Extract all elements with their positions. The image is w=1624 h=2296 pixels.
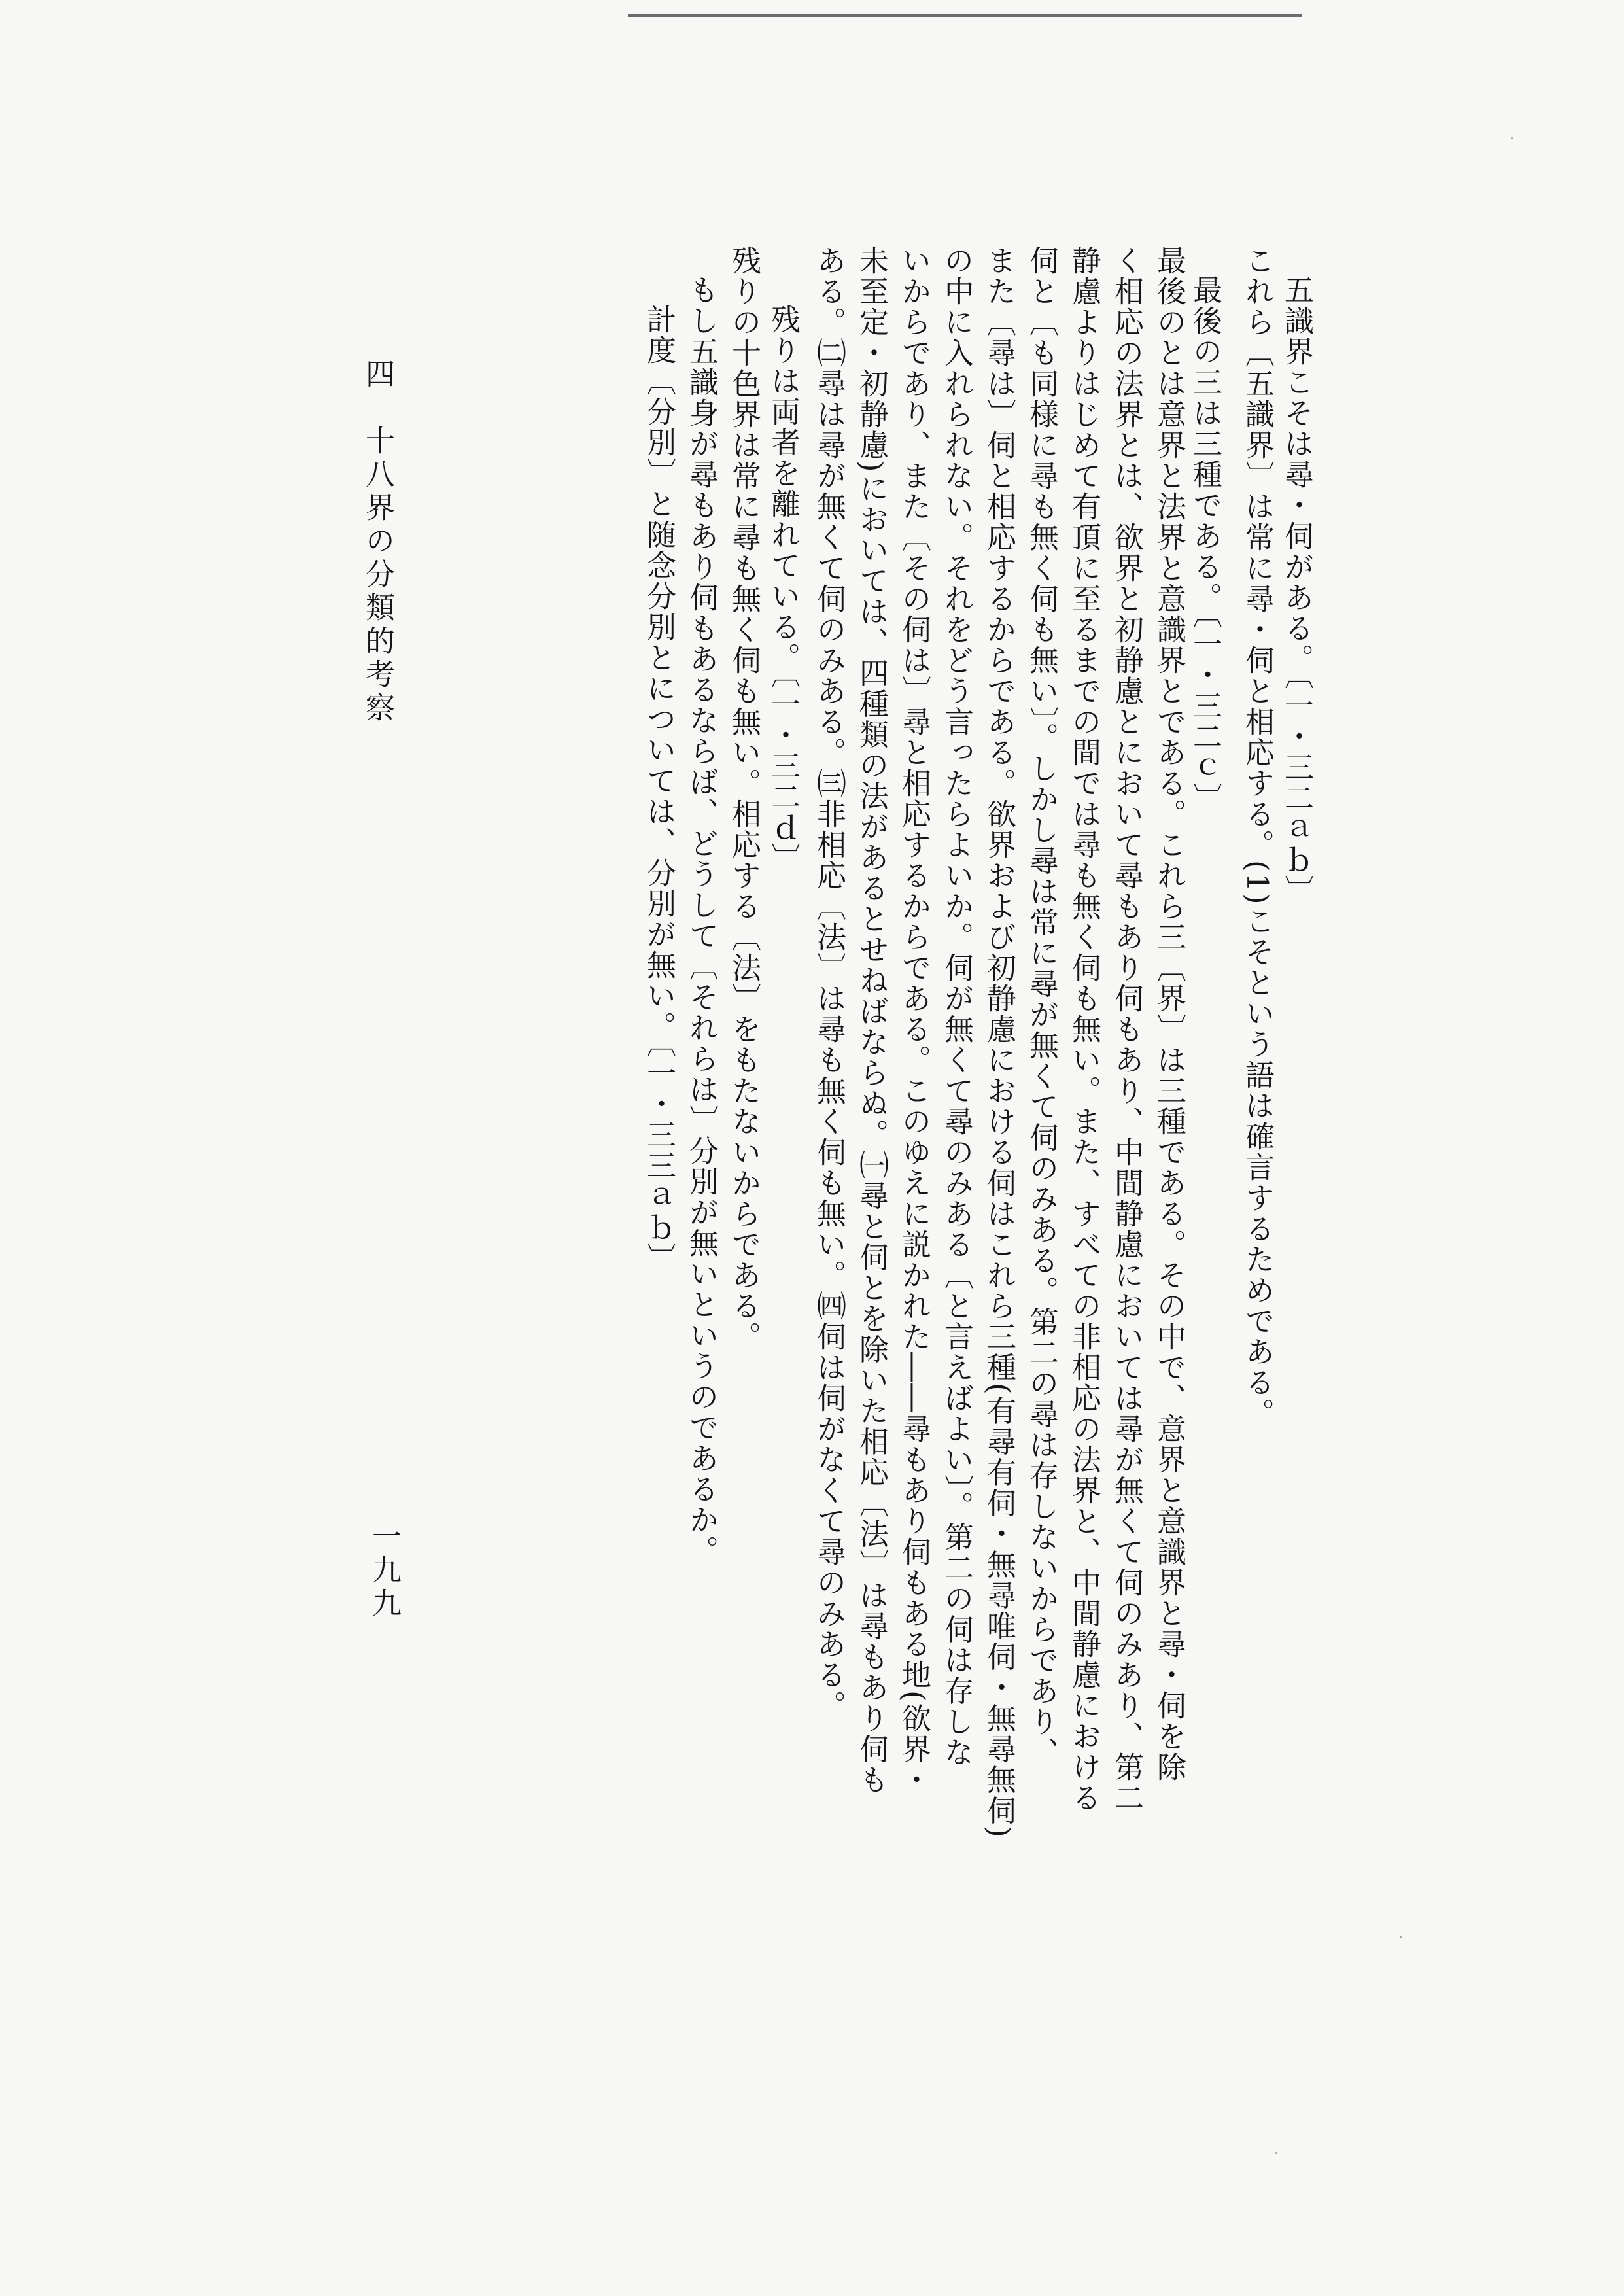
text-line: 五識界こそは尋・伺がある。〔一・三二ａｂ〕 bbox=[1279, 275, 1314, 906]
paper-speck bbox=[1275, 2152, 1277, 2154]
paper-speck bbox=[1400, 1936, 1402, 1938]
text-line: いからであり、また〔その伺は〕尋と相応するからである。このゆえに説かれた――尋もあり伺もある地(欲界・ bbox=[897, 245, 931, 1796]
text-line: 残りの十色界は常に尋も無く伺も無い。相応する〔法〕をもたないからである。 bbox=[727, 245, 761, 1352]
top-rule bbox=[628, 14, 1302, 17]
text-line: また〔尋は〕伺と相応するからである。欲界および初静慮における伺はこれら三種(有尋有伺・無尋唯伺・無尋無伺) bbox=[982, 245, 1016, 1839]
text-line: 計度〔分別〕と随念分別とについては、分別が無い。〔一・三三ａｂ〕 bbox=[642, 304, 676, 1274]
paper-speck bbox=[1511, 137, 1513, 139]
running-head: 四 十八界の分類的考察 bbox=[360, 358, 395, 725]
text-line: 残りは両者を離れている。〔一・三二ｄ〕 bbox=[766, 304, 801, 874]
page-number: 一九九 bbox=[367, 1521, 402, 1621]
text-line: もし五識身が尋もあり伺もあるならば、どうして〔それらは〕分別が無いというのであるか。 bbox=[684, 275, 719, 1566]
text-line: ある。㈡尋は尋が無くて伺のみある。㈢非相応〔法〕は尋も無く伺も無い。㈣伺は伺がなくて尋のみある。 bbox=[812, 245, 846, 1721]
text-line: 最後の三は三種である。〔一・三二ｃ〕 bbox=[1188, 275, 1222, 814]
text-line: く相応の法界とは、欲界と初静慮とにおいて尋もあり伺もあり、中間静慮においては尋が無くて伺のみあり、第二 bbox=[1109, 245, 1144, 1813]
page-body bbox=[340, 245, 1530, 1920]
text-line: 最後のとは意界と法界と意識界とである。これら三〔界〕は三種である。その中で、意界と意識界と尋・伺を除 bbox=[1152, 245, 1186, 1783]
text-line: の中に入れられない。それをどう言ったらよいか。伺が無くて尋のみある〔と言えばよい〕。第二の伺は存しな bbox=[939, 245, 974, 1768]
text-line: 伺と〔も同様に尋も無く伺も無い〕。しかし尋は常に尋が無くて伺のみある。第二の尋は存しないからであり、 bbox=[1024, 245, 1059, 1768]
text-line: 未至定・初静慮)においては、四種類の法があるとせねばならぬ。㈠尋と伺とを除いた相応〔法〕は尋もあり伺も bbox=[854, 245, 889, 1796]
text-line: これら〔五識界〕は常に尋・伺と相応する。(1)こそという語は確言するためである。 bbox=[1240, 245, 1275, 1429]
text-line: 静慮よりはじめて有頂に至るまでの間では尋も無く伺も無い。また、すべての非相応の法界と、中間静慮における bbox=[1067, 245, 1101, 1813]
